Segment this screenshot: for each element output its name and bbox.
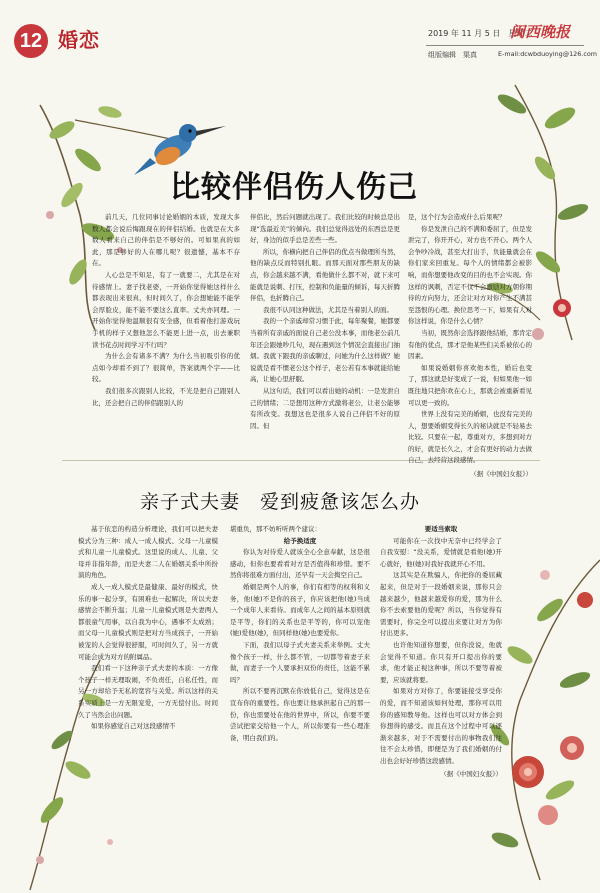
article2-column-1 (78, 524, 218, 774)
publication-date: 2019 年 11 月 5 日 星期二 (428, 29, 533, 38)
paragraph: 我们很多次跟别人比较，不光是把自己跟别人比，还会把自己的伴侣跟别人的 (92, 386, 240, 407)
paragraph: 前几天，几位同事讨论婚姻的本质，发现大多数人都会说后悔跟现在的伴侣结婚。也就是在大多数人看来自己的伴侣是不够好的。可如果真的如此，那是够好的人在哪儿呢？很遗憾，基本不存在。 (92, 213, 240, 268)
article1-headline: 比较伴侣伤人伤己 (170, 170, 418, 205)
masthead-logo: 闽西晚报 (510, 23, 571, 41)
editor-credit: 组版编辑 渠真 (428, 51, 477, 59)
paragraph: 堪重负，那不妨听听两个建议： (230, 525, 321, 533)
paragraph: 人心总是不知足，有了一就要二，尤其是在对待感情上。妻子找老婆，一开始你觉得她这样什么都表现出来很真，但时间久了，你会想她能不能学会厚脸皮，能不能不要这么直率。丈夫亦同理。一开始你觉得他温顺很有安全感，但看着他打游戏玩手机的样子又想他怎么不能更上进一点，出去兼职读书花点时间学习不行吗？ (92, 270, 240, 349)
paragraph: 所以不要再沉默在你放低自己，觉得这是在宣布你的重要性。你也要让他承担起自己的那一份，你也需要处在他的世界中，所以，你要不要尝试把家交给他一个人，所以你要有一些心理准备，明白我们的。 (230, 687, 370, 742)
paragraph: 也许他知道你想要，但你没说，他就会觉得不知道。你只有开口提出你的要求，他才能正视这种事，所以不要等着被要，应该就将要。 (380, 640, 502, 684)
paragraph: 下面，我们以母子式夫妻关系来举例。丈夫像个孩子一样，什么都不管，一切都等着妻子来做，而妻子一个人要承担双份的责任，这能不累吗？ (230, 640, 370, 684)
paragraph: 婚姻是两个人的事，你们有相等的权利和义务，他(她)不是你的孩子，你应该把他(她)当成一个成年人来看待。而成年人之间的基本原则就是平等，你们的关系也是平等的，你可以宠他(她)爱他(她)，但同样他(她)也要爱你。 (230, 582, 370, 638)
subheading: 给予换适度 (283, 536, 317, 545)
article1-column-3 (408, 212, 532, 479)
article2-column-2 (230, 524, 370, 774)
page-number-badge: 12 (14, 24, 48, 58)
article1-column-1 (92, 212, 240, 442)
paragraph: 我的一个亲戚却常习惯于此，每年聚餐，她都要当着所有亲戚的面说自己老公没本事，而他老公前几年还会跟她吵几句，现在遇到这个情况会直接出门抽烟。我就下跟我的亲戚聊过，问她为什么这样做？她说就是看不惯老公这个样子，老公若有本事就能给她高，让她心里舒服。 (250, 317, 400, 384)
paragraph: 我们看一下这种亲子式夫妻的本质：一方像个孩子一样无理取闹，不负责任，自私任性，而另一方却给予无私的宽容与关爱。所以这样的关系实质上是一方无限宠爱，一方无偿付出。时间久了当然会出问题。 (78, 664, 218, 719)
paragraph: 我很不认同这种做法，尤其是当着别人的面。 (263, 305, 393, 314)
paragraph: 成人一成人模式是最健康、最好的模式，快乐的事一起分享，有困难也一起解决，所以夫妻感情会不断升温；儿童一儿童模式则是夫妻两人都很童气用事，以自我为中心，遇事不太成熟；而父母一儿童模式则是把对方当成孩子，一开始被宠的人会觉得很舒服，可时间久了，另一方就可能会成为对方的附属品。 (78, 582, 218, 661)
article1-column-2 (250, 212, 400, 442)
article1-source: （据《中国妇女报》） (470, 470, 532, 479)
paragraph: 你认为对待爱人就该全心全意奉献，这是很感动，但你也要看看对方是否值得和珍惜。要不然你将很难方面付出，还早有一天会掏空自己。 (230, 548, 370, 580)
paragraph: 基于依恋的构造分析理论，我们可以把夫妻模式分为三种：成人一成人模式、父母一儿童模式和儿童一儿童模式。这里说的成人、儿童、父母并非指年龄，而是夫妻二人在婚姻关系中所扮演的角色。 (78, 525, 218, 580)
paragraph: 你是发泄自己的不满和委屈了，但是发泄完了，你开开心，对方也不开心。两个人会争吵冷战，甚至大打出手，负能量就会在你们家来回重复。每个人的情绪都会被影响，而你想要他改变的目的也不会实现。你这样的讽刺，否定不仅不会激励对方朝你期待的方向努力，还会让对方对你产生不满甚至怨恨的心理。换位思考一下，如果有人对你这样说，你是什么心情？ (408, 224, 532, 326)
header-rule (426, 45, 584, 46)
article2-headline: 亲子式夫妻 爱到疲惫该怎么办 (140, 491, 421, 513)
paragraph: 从这句话，我们可以看出她的动机：一是发泄自己的情绪；二是想用这种方式激将老公，让老公能够有所改变。我想这也是很多人说自己伴侣不好的原因。但 (250, 386, 400, 430)
paragraph: 世界上没有完美的婚姻，也没有完美的人，想要婚姻变得长久的秘诀就是不轻易去比较。只要在一起，尊重对方，多想到对方的好，就是长久之，才会有更好的动力去做自己，去经营这段感情。 (408, 410, 532, 465)
article2-source: （据《中国妇女报》） (440, 770, 502, 779)
paragraph: 当初，既然你会选择跟他结婚，那肯定有他的优点，那才是他某些们关系被依心的因素。 (408, 328, 532, 361)
subheading: 要适当索取 (424, 525, 458, 533)
paragraph: 所以，你横向把自己伴侣的优点当做理所当然，他的缺点反而特别扎眼。而那天面对那些朋友的缺点，你会越来越不满，看他做什么都不对，就下来可能就是说刺、打压，控制和负能量的倾诉，每天折腾伴侣，也折腾自己。 (250, 247, 400, 303)
paragraph: 可能你在一次找中无奈中已经学会了自我安慰：“没关系，爱情就是看他(她)开心就好，他(她)对我好我就开心不用。 (380, 536, 502, 568)
contact-email: E-mail:dcwbduoying@126.com (498, 50, 597, 58)
paragraph: 如果你感觉自己对这段感情不 (91, 722, 176, 731)
paragraph: 伴侣比，然后问题就出现了。我们比较的时候总是出现“选最近美”的倾向。我们总觉得远处的东西总是更好，身边的似乎总是差些一些。 (250, 213, 400, 245)
paragraph: 为什么会有诸多不满？为什么当初吸引你的优点如今却看不到了？很简单，答案就两个字——比较。 (92, 352, 240, 384)
article2-column-3 (380, 524, 502, 779)
paragraph: 如果对方对你了，你要能接受享受你的爱，而不知道该如何处理，那你可以用你的感知教导他。这样也可以对方体会到你想得的感受。而且在这个过程中可以逐渐来越多，对于不需要付出的事物我们往往不会太珍惜，即便是为了我们婚姻的付出也会好好珍惜这段感情。 (380, 687, 502, 765)
section-title: 婚恋 (58, 28, 100, 52)
paragraph: 如果说婚姻你喜欢他本性，婚后也变了，那这就是好变成了一说，但如果他一如既往地只把你欢在心上，那就会被重新看见可以更一致的。 (408, 363, 532, 407)
paragraph: 这其实是在欺骗人，你把你的委屈藏起来，但是对于一段婚姻来说，那你只会越来越少，他越来越爱你的爱，那为什么你不去索要他的爱呢？所以，当你觉得有需要时，你完全可以提出来要让对方为你付出更多。 (380, 571, 502, 638)
paragraph: 是，这个行为会造成什么后果呢？ (408, 213, 506, 221)
